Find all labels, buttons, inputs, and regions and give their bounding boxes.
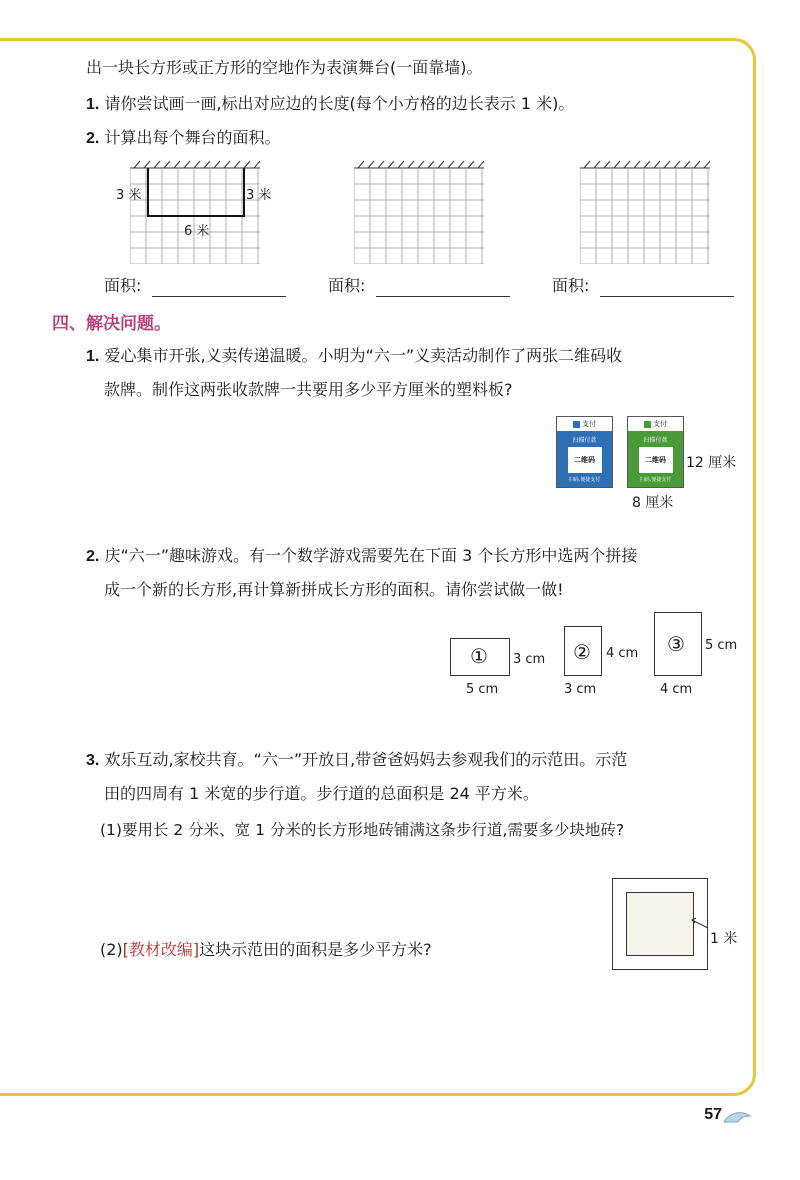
rect-2-height: 4 cm: [606, 646, 639, 661]
q3-line-1: [86, 750, 627, 771]
q3-number: 3.: [86, 752, 100, 769]
task-2-number: 2.: [86, 130, 100, 147]
q3-text-1: 欢乐互动,家校共育。“六一”开放日,带爸爸妈妈去参观我们的示范田。示范: [104, 750, 628, 769]
grid-example-bottom-label: 6 米: [184, 224, 210, 239]
qr-sign-green-band: 扫描付款: [643, 437, 668, 444]
area-label-1: 面积:: [104, 276, 142, 295]
task-1-number: 1.: [86, 96, 100, 113]
q3-sub-2: [100, 940, 432, 960]
q1-line-1: [86, 346, 622, 367]
rect-1-height: 3 cm: [513, 652, 546, 667]
qr-sign-blue-bottom: 扫码,便捷支付: [568, 477, 601, 483]
textbook-adapted-tag: [教材改编]: [122, 940, 200, 959]
qr-code-green: 二维码: [639, 447, 673, 473]
q1-line-2: 款牌。制作这两张收款牌一共要用多少平方厘米的塑料板?: [104, 380, 513, 399]
path-width-arrow-icon: [690, 916, 710, 932]
q3-sub-2-text: 这块示范田的面积是多少平方米?: [199, 940, 432, 959]
grid-example: [130, 160, 260, 264]
field-inner-area: [626, 892, 694, 956]
grid-blank-3: [580, 160, 710, 264]
area-answer-line-3[interactable]: [600, 296, 734, 297]
rect-2-mark: ②: [573, 640, 591, 664]
q3-sub-1: (1)要用长 2 分米、宽 1 分米的长方形地砖铺满这条步行道,需要多少块地砖?: [100, 821, 625, 839]
qr-sign-green-bottom: 扫码,便捷支付: [639, 477, 672, 483]
section-heading: 四、解决问题。: [52, 314, 171, 334]
area-label-3: 面积:: [552, 276, 590, 295]
area-answer-line-2[interactable]: [376, 296, 510, 297]
task-1: [86, 94, 574, 115]
qr-code-blue: 二维码: [568, 447, 602, 473]
q3-sub-2-prefix: (2): [100, 940, 123, 959]
q2-line-2: 成一个新的长方形,再计算新拼成长方形的面积。请你尝试做一做!: [104, 580, 564, 599]
grid-example-left-label: 3 米: [116, 188, 142, 203]
intro-line: 出一块长方形或正方形的空地作为表演舞台(一面靠墙)。: [86, 58, 483, 77]
task-2: [86, 128, 280, 149]
area-label-2: 面积:: [328, 276, 366, 295]
blue-square-icon: [573, 421, 580, 428]
path-width-label: 1 米: [710, 931, 738, 947]
qr-sign-blue-band: 扫描付款: [572, 437, 597, 444]
q1-width-label: 8 厘米: [632, 495, 674, 511]
rect-3-height: 5 cm: [705, 638, 738, 653]
dolphin-icon: [722, 1108, 752, 1126]
grid-example-right-label: 3 米: [246, 188, 272, 203]
rect-2-width: 3 cm: [564, 682, 597, 697]
q1-height-label: 12 厘米: [686, 455, 737, 471]
rect-3-mark: ③: [667, 632, 685, 656]
q2-number: 2.: [86, 548, 100, 565]
q1-number: 1.: [86, 348, 100, 365]
q2-text-1: 庆“六一”趣味游戏。有一个数学游戏需要先在下面 3 个长方形中选两个拼接: [104, 546, 638, 565]
q2-line-1: [86, 546, 637, 567]
area-answer-line-1[interactable]: [152, 296, 286, 297]
q3-line-2: 田的四周有 1 米宽的步行道。步行道的总面积是 24 平方米。: [104, 784, 539, 803]
rect-1-width: 5 cm: [466, 682, 499, 697]
qr-sign-green-top: 支付: [628, 417, 683, 431]
task-1-text: 请你尝试画一画,标出对应边的长度(每个小方格的边长表示 1 米)。: [104, 94, 575, 113]
task-2-text: 计算出每个舞台的面积。: [104, 128, 281, 147]
rect-3-width: 4 cm: [660, 682, 693, 697]
green-square-icon: [644, 421, 651, 428]
qr-sign-blue-top: 支付: [557, 417, 612, 431]
qr-sign-blue: [556, 416, 613, 488]
grid-blank-2: [354, 160, 484, 264]
qr-sign-green: [627, 416, 684, 488]
q1-text-1: 爱心集市开张,义卖传递温暖。小明为“六一”义卖活动制作了两张二维码收: [104, 346, 623, 365]
rect-1-mark: ①: [470, 644, 488, 668]
page-number: 57: [704, 1106, 722, 1123]
